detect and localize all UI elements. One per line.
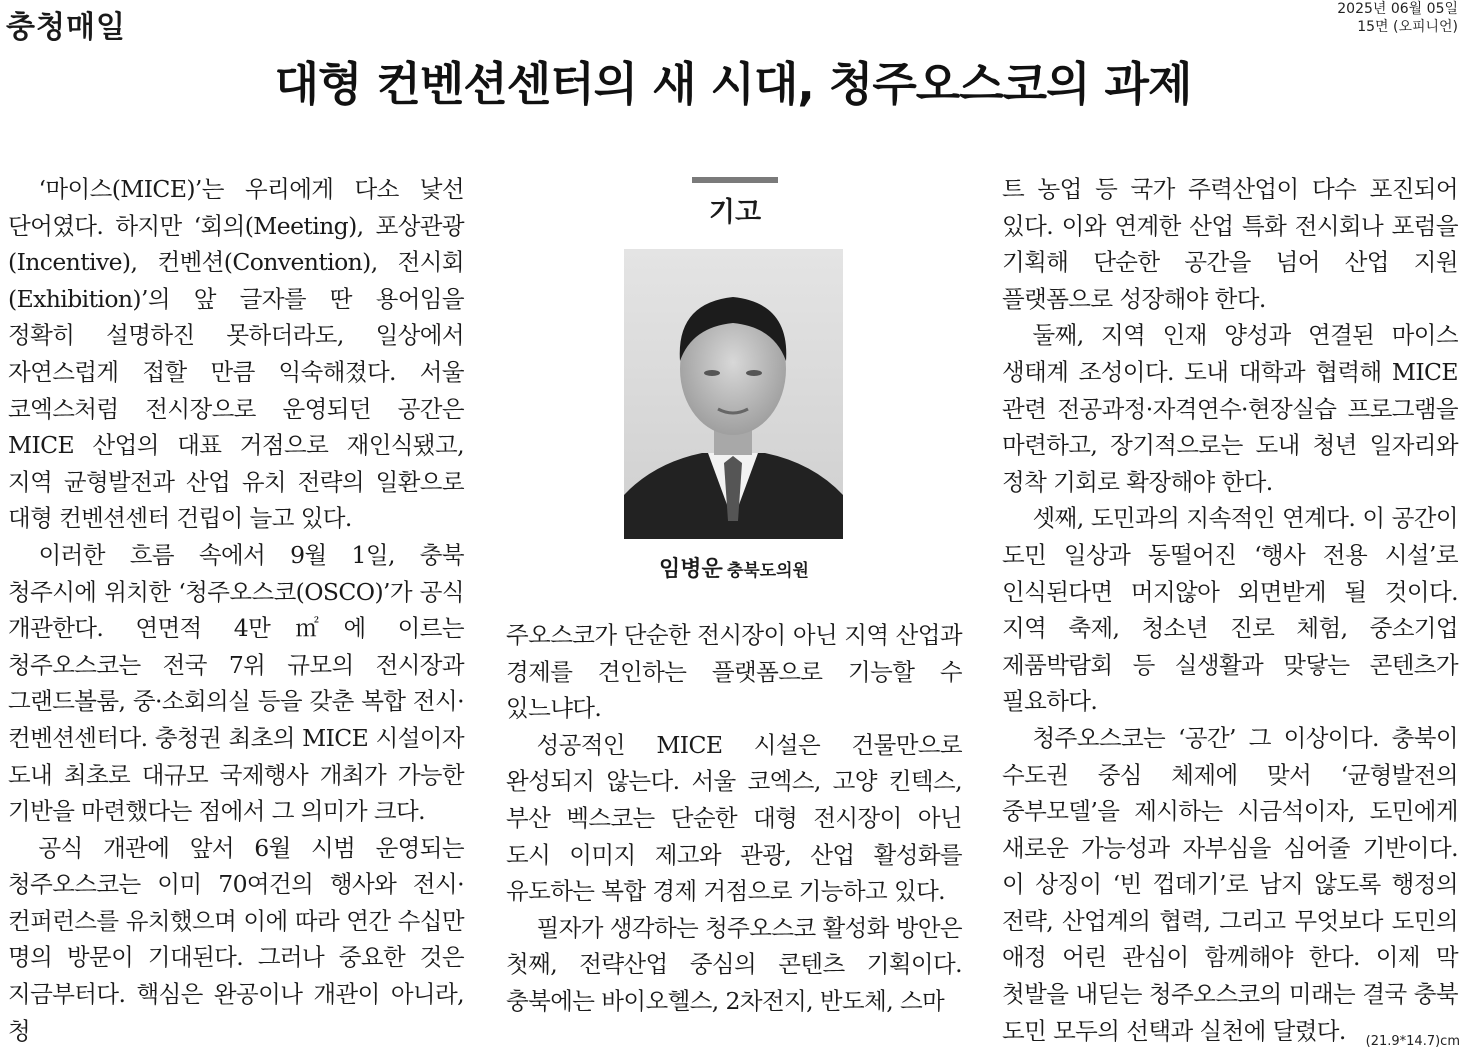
newspaper-logo: 충청매일 bbox=[6, 10, 126, 45]
article-size: (21.9*14.7)cm bbox=[1365, 1034, 1460, 1049]
article-paragraph: 필자가 생각하는 청주오스코 활성화 방안은 첫째, 전략산업 중심의 콘텐츠 기획이다. 충북에는 바이오헬스, 2차전지, 반도체, 스마 bbox=[506, 913, 962, 1015]
author-caption bbox=[506, 552, 962, 583]
author-photo bbox=[624, 249, 843, 539]
issue-date: 2025년 06월 05일 bbox=[1337, 1, 1458, 17]
article-paragraph: 공식 개관에 앞서 6월 시범 운영되는 청주오스코는 이미 70여건의 행사와 전시·컨퍼런스를 유치했으며 이에 따라 연간 수십만 명의 방문이 기대된다. 그러나 중요한 것은 지금부터다. 핵심은 완공이나 개관이 아니라, 청 bbox=[8, 833, 464, 1045]
author-title: 충북도의원 bbox=[726, 561, 809, 581]
article-column-1 bbox=[8, 171, 464, 1045]
article-column-2 bbox=[506, 617, 962, 1027]
article-paragraph: 이러한 흐름 속에서 9월 1일, 충북 청주시에 위치한 ‘청주오스코(OSCO)’가 공식 개관한다. 연면적 4만㎡에 이르는 청주오스코는 전국 7위 규모의 전시장과 그랜드볼룸, 중·소회의실 등을 갖춘 복합 전시·컨벤션센터다. 충청권 최초의 MICE 시설이자 도내 최초로 대규모 국제행사 개최가 가능한 기반을 마련했다는 점에서 그 의미가 크다. bbox=[8, 540, 464, 826]
section-divider bbox=[692, 177, 778, 183]
article-paragraph: 셋째, 도민과의 지속적인 연계다. 이 공간이 도민 일상과 동떨어진 ‘행사 전용 시설’로 인식된다면 머지않아 외면받게 될 것이다. 지역 축제, 청소년 진로 체험, 중소기업 제품박람회 등 실생활과 맞닿는 콘텐츠가 필요하다. bbox=[1002, 504, 1458, 716]
issue-meta bbox=[1337, 0, 1458, 36]
article-paragraph: 둘째, 지역 인재 양성과 연결된 마이스 생태계 조성이다. 도내 대학과 협력해 MICE 관련 전공과정·자격연수·현장실습 프로그램을 마련하고, 장기적으로는 도내 청년 일자리와 정착 기회로 확장해야 한다. bbox=[1002, 321, 1458, 496]
article-paragraph: ‘마이스(MICE)’는 우리에게 다소 낯선 단어였다. 하지만 ‘회의(Meeting), 포상관광(Incentive), 컨벤션(Convention), 전시회(Exhibition)’의 앞 글자를 딴 용어임을 정확히 설명하진 못하더라도, 일상에서 자연스럽게 접할 만큼 익숙해졌다. 서울 코엑스처럼 전시장으로 운영되던 공간은 MICE 산업의 대표 거점으로 재인식됐고, 지역 균형발전과 산업 유치 전략의 일환으로 대형 컨벤션센터 건립이 늘고 있다. bbox=[8, 175, 464, 533]
article-paragraph: 주오스코가 단순한 전시장이 아닌 지역 산업과 경제를 견인하는 플랫폼으로 기능할 수 있느냐다. bbox=[506, 621, 962, 723]
article-paragraph: 트 농업 등 국가 주력산업이 다수 포진되어 있다. 이와 연계한 산업 특화 전시회나 포럼을 기획해 단순한 공간을 넘어 산업 지원 플랫폼으로 성장해야 한다. bbox=[1002, 175, 1458, 313]
page-section: 15면 (오피니언) bbox=[1357, 19, 1458, 35]
article-paragraph: 청주오스코는 ‘공간’ 그 이상이다. 충북이 수도권 중심 체제에 맞서 ‘균형발전의 중부모델’을 제시하는 시금석이자, 도민에게 새로운 가능성과 자부심을 심어줄 기반이다. 이 상징이 ‘빈 껍데기’로 남지 않도록 행정의 전략, 산업계의 협력, 그리고 무엇보다 도민의 애정 어린 관심이 함께해야 한다. 이제 막 첫발을 내딛는 청주오스코의 미래는 결국 충북 도민 모두의 선택과 실천에 달렸다. bbox=[1002, 723, 1458, 1045]
article-headline: 대형 컨벤션센터의 새 시대, 청주오스코의 과제 bbox=[274, 57, 1192, 111]
article-paragraph: 성공적인 MICE 시설은 건물만으로 완성되지 않는다. 서울 코엑스, 고양 킨텍스, 부산 벡스코는 단순한 대형 전시장이 아닌 도시 이미지 제고와 관광, 산업 활성화를 유도하는 복합 경제 거점으로 기능하고 있다. bbox=[506, 730, 962, 906]
section-label-text: 기고 bbox=[708, 197, 762, 228]
author-name: 임병운 bbox=[659, 557, 723, 582]
